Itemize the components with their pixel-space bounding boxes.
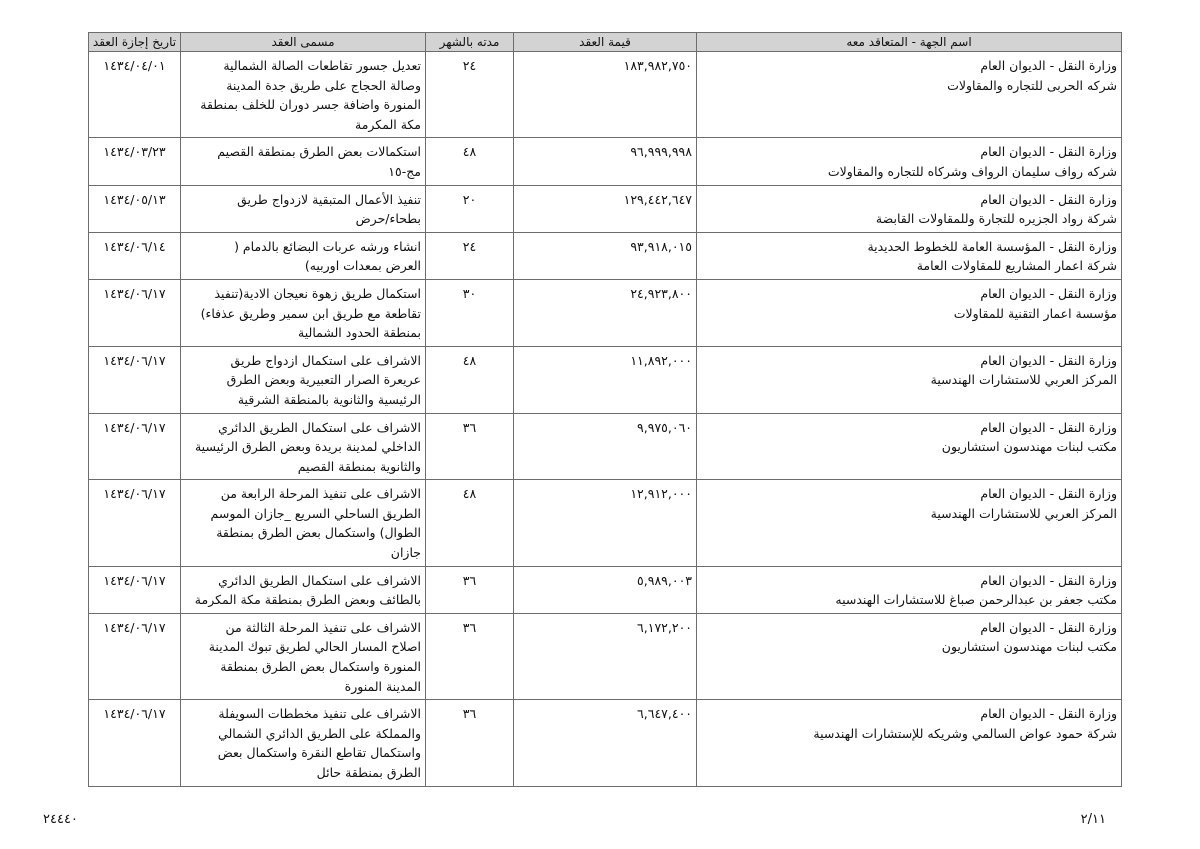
contract-name-line: استكمالات بعض الطرق بمنطقة القصيم	[217, 144, 421, 160]
contract-name-line: الاشراف على استكمال الطريق الدائري	[218, 419, 421, 435]
table-row	[89, 346, 1122, 413]
table-row	[89, 700, 1122, 786]
cell-approval-date: ١٤٣٤/٠٦/١٧	[89, 566, 181, 613]
cell-value: ١٢,٩١٢,٠٠٠	[514, 480, 697, 566]
party-line: شركة حمود عواض السالمي وشريكه للإستشارات الهندسية	[813, 725, 1117, 741]
contract-name-line: واستكمال تقاطع النقرة واستكمال بعض	[217, 745, 421, 761]
table-body	[89, 52, 1122, 787]
cell-contract-name	[181, 138, 426, 185]
party-line: شركة اعمار المشاريع للمقاولات العامة	[916, 258, 1117, 274]
cell-contract-name	[181, 52, 426, 138]
contract-name-line: والمملكة على الطريق الدائري الشمالي	[218, 725, 421, 741]
contract-name-line: الاشراف على تنفيذ المرحلة الثالثة من	[225, 619, 421, 635]
header-approval-date: تاريخ إجازة العقد	[89, 33, 181, 52]
cell-approval-date: ١٤٣٤/٠٦/١٧	[89, 613, 181, 699]
contract-name-line: الاشراف على تنفيذ مخططات السويفلة	[218, 706, 421, 722]
table-row	[89, 185, 1122, 232]
party-line: المركز العربي للاستشارات الهندسية	[930, 372, 1117, 388]
cell-contract-name	[181, 700, 426, 786]
header-duration: مدته بالشهر	[426, 33, 514, 52]
contract-name-line: الطرق بمنطقة حائل	[316, 765, 421, 780]
party-line: وزارة النقل - الديوان العام	[980, 285, 1117, 301]
contract-name-line: الطريق الساحلي السريع _جازان الموسم	[210, 505, 421, 521]
party-line: مكتب لبنات مهندسون استشاريون	[941, 639, 1117, 655]
cell-value: ١٢٩,٤٤٢,٦٤٧	[514, 185, 697, 232]
contract-name-line: المنورة واضافة جسر دوران للخلف بمنطقة	[200, 97, 421, 113]
contract-name-line: الطوال) واستكمال بعض الطرق بمنطقة	[216, 525, 421, 541]
cell-duration: ٢٤	[426, 232, 514, 279]
cell-party	[697, 52, 1122, 138]
contract-name-line: وصالة الحجاج على طريق جدة المدينة	[226, 77, 421, 93]
cell-value: ٢٤,٩٢٣,٨٠٠	[514, 279, 697, 346]
contract-name-line: بطحاء/حرض	[355, 211, 421, 227]
header-party: اسم الجهة - المتعاقد معه	[697, 33, 1122, 52]
cell-duration: ٤٨	[426, 346, 514, 413]
cell-party	[697, 232, 1122, 279]
party-line: وزارة النقل - الديوان العام	[980, 486, 1117, 502]
cell-party	[697, 138, 1122, 185]
table-row	[89, 480, 1122, 566]
table-row	[89, 279, 1122, 346]
cell-duration: ٣٦	[426, 566, 514, 613]
contract-name-line: الداخلي لمدينة بريدة وبعض الطرق الرئيسية	[194, 439, 421, 455]
contract-name-line: الاشراف على استكمال الطريق الدائري	[218, 572, 421, 588]
party-line: وزارة النقل - الديوان العام	[980, 706, 1117, 722]
document-number: ٢٤٤٤٠	[43, 812, 78, 827]
contract-name-line: عريعرة الصرار التعبيرية وبعض الطرق	[226, 372, 421, 388]
cell-value: ٦,٦٤٧,٤٠٠	[514, 700, 697, 786]
cell-contract-name	[181, 413, 426, 480]
contract-name-line: تعديل جسور تقاطعات الصالة الشمالية	[223, 58, 421, 73]
cell-contract-name	[181, 566, 426, 613]
cell-party	[697, 185, 1122, 232]
contract-name-line: اصلاح المسار الحالي لطريق تبوك المدينة	[208, 639, 421, 655]
contract-name-line: بمنطقة الحدود الشمالية	[298, 325, 421, 341]
party-line: وزارة النقل - الديوان العام	[980, 144, 1117, 160]
party-line: مؤسسة اعمار التقنية للمقاولات	[953, 305, 1117, 321]
cell-duration: ٢٤	[426, 52, 514, 138]
party-line: شركه رواف سليمان الرواف وشركاه للتجاره والمقاولات	[827, 163, 1117, 179]
cell-duration: ٤٨	[426, 138, 514, 185]
cell-approval-date: ١٤٣٤/٠٦/١٧	[89, 346, 181, 413]
cell-approval-date: ١٤٣٤/٠٦/١٧	[89, 413, 181, 480]
contract-name-line: والثانوية بمنطقة القصيم	[297, 458, 421, 474]
cell-party	[697, 566, 1122, 613]
cell-approval-date: ١٤٣٤/٠٥/١٣	[89, 185, 181, 232]
contract-name-line: الرئيسية والثانوية بالمنطقة الشرقية	[237, 391, 421, 407]
cell-party	[697, 279, 1122, 346]
cell-approval-date: ١٤٣٤/٠٣/٢٣	[89, 138, 181, 185]
table-row	[89, 566, 1122, 613]
contracts-table	[88, 32, 1122, 787]
contract-name-line: الاشراف على تنفيذ المرحلة الرابعة من	[220, 486, 421, 502]
party-line: وزارة النقل - الديوان العام	[980, 572, 1117, 588]
party-line: وزارة النقل - الديوان العام	[980, 419, 1117, 435]
contract-name-line: العرض بمعدات اوربيه)	[304, 258, 421, 274]
cell-party	[697, 346, 1122, 413]
contract-name-line: تنفيذ الأعمال المتبقية لازدواج طريق	[237, 191, 421, 207]
contract-name-line: تقاطعة مع طريق ابن سمير وطريق عذفاء)	[200, 305, 421, 321]
table-row	[89, 613, 1122, 699]
cell-value: ٦,١٧٢,٢٠٠	[514, 613, 697, 699]
cell-value: ١١,٨٩٢,٠٠٠	[514, 346, 697, 413]
contract-name-line: مكة المكرمة	[355, 116, 421, 132]
cell-duration: ٣٠	[426, 279, 514, 346]
contract-name-line: انشاء ورشه عربات البضائع بالدمام (	[234, 238, 421, 254]
cell-party	[697, 700, 1122, 786]
party-line: وزارة النقل - الديوان العام	[980, 619, 1117, 635]
cell-duration: ٤٨	[426, 480, 514, 566]
header-value: قيمة العقد	[514, 33, 697, 52]
party-line: مكتب لبنات مهندسون استشاريون	[941, 439, 1117, 455]
party-line: شركة رواد الجزيره للتجارة وللمقاولات القابضة	[875, 211, 1117, 227]
cell-value: ٩٣,٩١٨,٠١٥	[514, 232, 697, 279]
cell-value: ٩,٩٧٥,٠٦٠	[514, 413, 697, 480]
table-row	[89, 138, 1122, 185]
party-line: وزارة النقل - الديوان العام	[980, 191, 1117, 207]
contract-name-line: المدينة المنورة	[344, 678, 421, 694]
cell-contract-name	[181, 346, 426, 413]
cell-party	[697, 613, 1122, 699]
table-header	[89, 33, 1122, 52]
cell-contract-name	[181, 480, 426, 566]
party-line: وزارة النقل - الديوان العام	[980, 58, 1117, 73]
cell-contract-name	[181, 279, 426, 346]
table-row	[89, 232, 1122, 279]
cell-approval-date: ١٤٣٤/٠٦/١٧	[89, 279, 181, 346]
contract-name-line: جازان	[390, 545, 421, 561]
party-line: مكتب جعفر بن عبدالرحمن صباغ للاستشارات الهندسيه	[835, 592, 1117, 608]
cell-duration: ٣٦	[426, 413, 514, 480]
cell-party	[697, 413, 1122, 480]
contract-name-line: المنورة واستكمال بعض الطرق بمنطقة	[220, 659, 421, 675]
header-contract-name: مسمى العقد	[181, 33, 426, 52]
cell-value: ٥,٩٨٩,٠٠٣	[514, 566, 697, 613]
contract-name-line: الاشراف على استكمال ازدواج طريق	[230, 352, 421, 368]
contract-name-line: مج-١٥	[388, 163, 421, 179]
cell-value: ٩٦,٩٩٩,٩٩٨	[514, 138, 697, 185]
cell-approval-date: ١٤٣٤/٠٦/١٤	[89, 232, 181, 279]
cell-approval-date: ١٤٣٤/٠٦/١٧	[89, 480, 181, 566]
cell-duration: ٣٦	[426, 700, 514, 786]
party-line: شركه الحربى للتجاره والمقاولات	[947, 77, 1117, 93]
cell-value: ١٨٣,٩٨٢,٧٥٠	[514, 52, 697, 138]
cell-contract-name	[181, 232, 426, 279]
cell-duration: ٢٠	[426, 185, 514, 232]
cell-approval-date: ١٤٣٤/٠٦/١٧	[89, 700, 181, 786]
cell-contract-name	[181, 613, 426, 699]
header-row	[89, 33, 1122, 52]
cell-approval-date: ١٤٣٤/٠٤/٠١	[89, 52, 181, 138]
page-number: ٢/١١	[1080, 812, 1106, 827]
cell-contract-name	[181, 185, 426, 232]
cell-party	[697, 480, 1122, 566]
party-line: وزارة النقل - المؤسسة العامة للخطوط الحديدية	[867, 238, 1117, 254]
party-line: وزارة النقل - الديوان العام	[980, 352, 1117, 368]
table-row	[89, 52, 1122, 138]
cell-duration: ٣٦	[426, 613, 514, 699]
contract-name-line: بالطائف وبعض الطرق بمنطقة مكة المكرمة	[194, 592, 421, 608]
party-line: المركز العربي للاستشارات الهندسية	[930, 505, 1117, 521]
contract-name-line: استكمال طريق زهوة نعيجان الادية(تنفيذ	[214, 285, 421, 301]
table-row	[89, 413, 1122, 480]
